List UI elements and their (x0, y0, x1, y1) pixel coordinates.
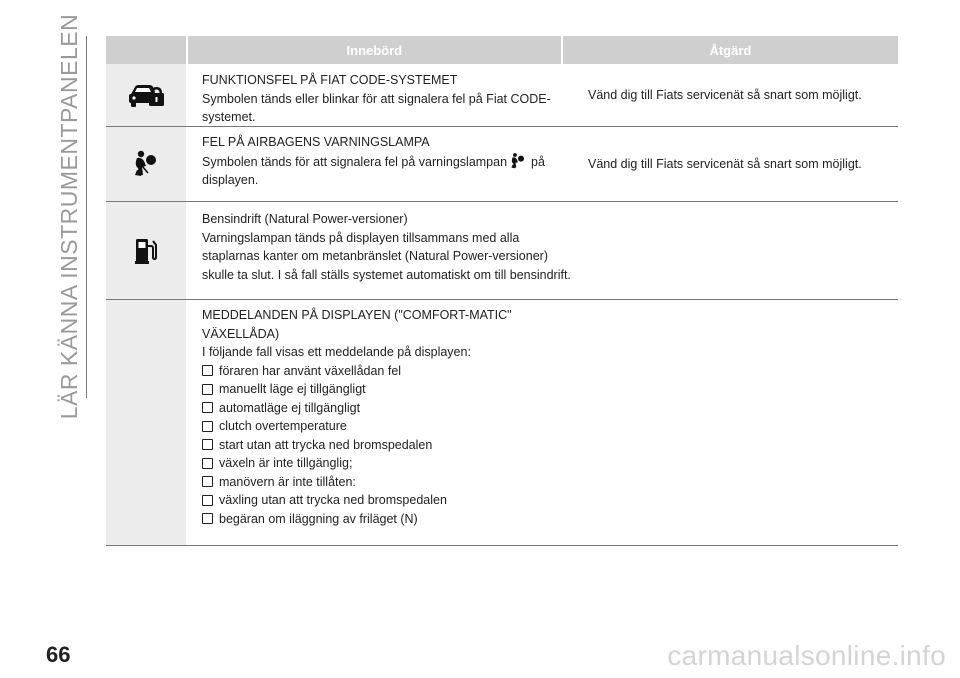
row-description: Symbolen tänds eller blinkar för att signalera fel på Fiat CODE-systemet. (202, 91, 551, 124)
row-description: Symbolen tänds för att signalera fel på varningslampan på displayen. (202, 152, 574, 190)
airbag-warning-icon (509, 152, 527, 170)
checkbox-bullet-icon (202, 458, 213, 469)
row-icon-cell (106, 300, 186, 545)
row-icon-cell (106, 202, 186, 299)
list-item: föraren har använt växellådan fel (202, 362, 574, 381)
header-meaning: Innebörd (186, 36, 561, 64)
checkbox-bullet-icon (202, 513, 213, 524)
row-title: FUNKTIONSFEL PÅ FIAT CODE-SYSTEMET (202, 73, 458, 87)
checkbox-bullet-icon (202, 495, 213, 506)
row-description: I följande fall visas ett meddelande på displayen: (202, 345, 471, 359)
airbag-warning-icon (131, 149, 161, 179)
checkbox-bullet-icon (202, 365, 213, 376)
table-row (106, 127, 898, 202)
checkbox-bullet-icon (202, 421, 213, 432)
row-action: Vänd dig till Fiats servicenät så snart som möjligt. (588, 87, 862, 102)
list-item: begäran om iläggning av friläget (N) (202, 510, 574, 529)
section-title: LÄR KÄNNA INSTRUMENTPANELEN (56, 13, 83, 419)
row-action: Vänd dig till Fiats servicenät så snart som möjligt. (588, 156, 862, 171)
list-item: manövern är inte tillåten: (202, 473, 574, 492)
list-item: clutch overtemperature (202, 417, 574, 436)
row-meaning (186, 64, 574, 126)
row-title: Bensindrift (Natural Power-versioner) (202, 212, 408, 226)
header-action: Åtgärd (561, 36, 898, 64)
row-icon-cell (106, 64, 186, 126)
row-meaning (186, 202, 574, 299)
list-item: manuellt läge ej tillgängligt (202, 380, 574, 399)
list-item: växling utan att trycka ned bromspedalen (202, 491, 574, 510)
table-header (106, 36, 898, 64)
checkbox-bullet-icon (202, 402, 213, 413)
header-icon-column (106, 36, 186, 64)
list-item: start utan att trycka ned bromspedalen (202, 436, 574, 455)
table-row (106, 64, 898, 127)
row-title: MEDDELANDEN PÅ DISPLAYEN ("COMFORT-MATIC" VÄXELLÅDA) (202, 308, 512, 341)
list-item: automatläge ej tillgängligt (202, 399, 574, 418)
row-meaning (186, 127, 574, 201)
checkbox-bullet-icon (202, 384, 213, 395)
row-action (574, 202, 898, 299)
row-action (574, 300, 898, 545)
fuel-pump-icon (134, 237, 158, 265)
row-icon-cell (106, 127, 186, 201)
checkbox-bullet-icon (202, 476, 213, 487)
page-number: 66 (46, 642, 71, 667)
warning-lights-table (106, 36, 898, 546)
row-meaning (186, 300, 574, 545)
section-divider (86, 36, 87, 398)
table-row (106, 202, 898, 300)
fiat-code-lock-icon (128, 82, 164, 108)
watermark: carmanualsonline.info (667, 640, 946, 671)
list-item: växeln är inte tillgänglig; (202, 454, 574, 473)
row-title: FEL PÅ AIRBAGENS VARNINGSLAMPA (202, 135, 430, 149)
checkbox-bullet-icon (202, 439, 213, 450)
table-row (106, 300, 898, 546)
row-description: Varningslampan tänds på displayen tillsammans med alla staplarnas kanter om metanbränslet (Natural Power-versioner) skulle ta slut. I så fall ställs systemet automatiskt om till bensindrift. (202, 230, 571, 282)
